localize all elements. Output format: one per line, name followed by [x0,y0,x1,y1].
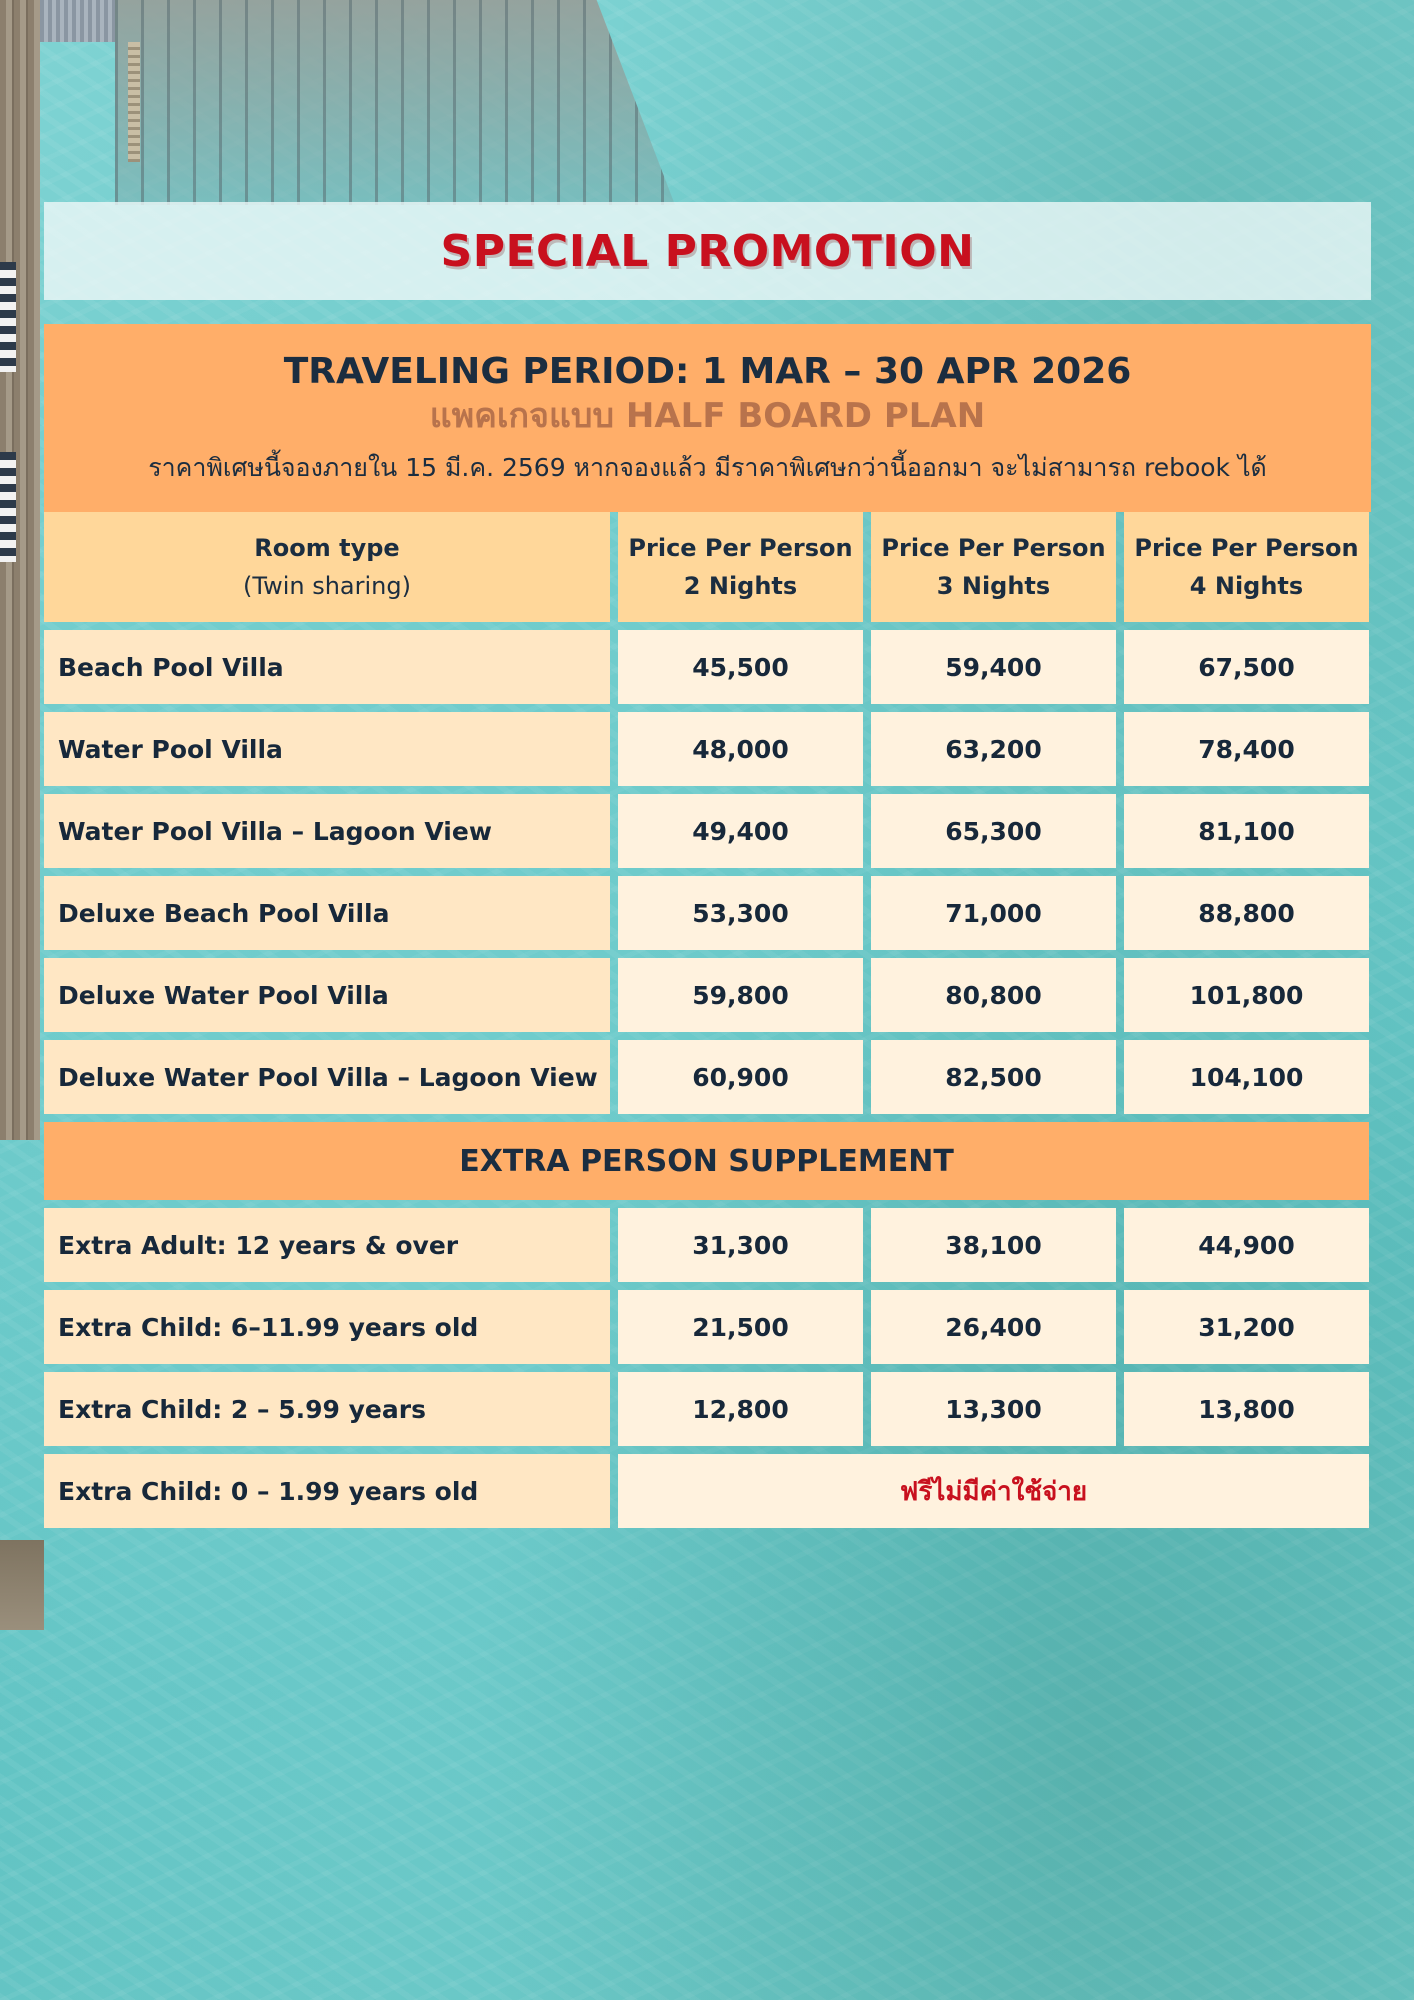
price-cell: 26,400 [871,1290,1116,1364]
column-header-subline: (Twin sharing) [243,572,411,600]
pier-end [0,1540,44,1630]
price-cell: 44,900 [1124,1208,1369,1282]
free-of-charge-cell: ฟรีไม่มีค่าใช้จ่าย [618,1454,1369,1528]
room-name: Water Pool Villa [44,712,610,786]
column-header-line: Price Per Person [1134,534,1359,562]
column-header-line: Price Per Person [628,534,853,562]
price-cell: 59,400 [871,630,1116,704]
price-cell: 59,800 [618,958,863,1032]
price-cell: 81,100 [1124,794,1369,868]
price-cell: 13,800 [1124,1372,1369,1446]
page-title: SPECIAL PROMOTION [440,225,975,277]
title-banner [44,202,1371,300]
column-header-subline: 4 Nights [1189,572,1304,600]
price-cell: 63,200 [871,712,1116,786]
column-header-subline: 3 Nights [936,572,1051,600]
price-cell: 78,400 [1124,712,1369,786]
sun-lounger [0,452,16,562]
price-cell: 12,800 [618,1372,863,1446]
sun-lounger [0,262,16,372]
traveling-period: TRAVELING PERIOD: 1 MAR – 30 APR 2026 [283,351,1132,392]
price-cell: 65,300 [871,794,1116,868]
price-cell: 67,500 [1124,630,1369,704]
promo-header [44,324,1371,512]
price-cell: 31,300 [618,1208,863,1282]
rope [128,42,140,162]
room-name: Water Pool Villa – Lagoon View [44,794,610,868]
price-cell: 101,800 [1124,958,1369,1032]
supplement-name: Extra Child: 6–11.99 years old [44,1290,610,1364]
column-header-4-nights [1124,512,1369,622]
column-header-subline: 2 Nights [683,572,798,600]
price-cell: 71,000 [871,876,1116,950]
room-name: Beach Pool Villa [44,630,610,704]
price-cell: 45,500 [618,630,863,704]
price-cell: 80,800 [871,958,1116,1032]
column-header-line: Price Per Person [881,534,1106,562]
supplement-title: EXTRA PERSON SUPPLEMENT [44,1122,1369,1200]
supplement-name: Extra Adult: 12 years & over [44,1208,610,1282]
booking-note: ราคาพิเศษนี้จองภายใน 15 มี.ค. 2569 หากจองแล้ว มีราคาพิเศษกว่านี้ออกมา จะไม่สามารถ rebook ได้ [148,453,1267,482]
room-name: Deluxe Water Pool Villa – Lagoon View [44,1040,610,1114]
price-cell: 82,500 [871,1040,1116,1114]
column-header-line: Room type [254,534,400,562]
wooden-pier [0,0,40,1140]
column-header-2-nights [618,512,863,622]
supplement-name: Extra Child: 0 – 1.99 years old [44,1454,610,1528]
column-header-room-type [44,512,610,622]
price-cell: 38,100 [871,1208,1116,1282]
price-cell: 21,500 [618,1290,863,1364]
room-name: Deluxe Water Pool Villa [44,958,610,1032]
price-cell: 53,300 [618,876,863,950]
room-name: Deluxe Beach Pool Villa [44,876,610,950]
column-header-3-nights [871,512,1116,622]
price-cell: 49,400 [618,794,863,868]
price-cell: 104,100 [1124,1040,1369,1114]
plan-name: แพคเกจแบบ HALF BOARD PLAN [429,396,986,436]
price-cell: 48,000 [618,712,863,786]
price-cell: 88,800 [1124,876,1369,950]
supplement-name: Extra Child: 2 – 5.99 years [44,1372,610,1446]
price-cell: 60,900 [618,1040,863,1114]
price-cell: 13,300 [871,1372,1116,1446]
overwater-deck [115,0,675,205]
price-cell: 31,200 [1124,1290,1369,1364]
price-table [44,512,1371,1528]
